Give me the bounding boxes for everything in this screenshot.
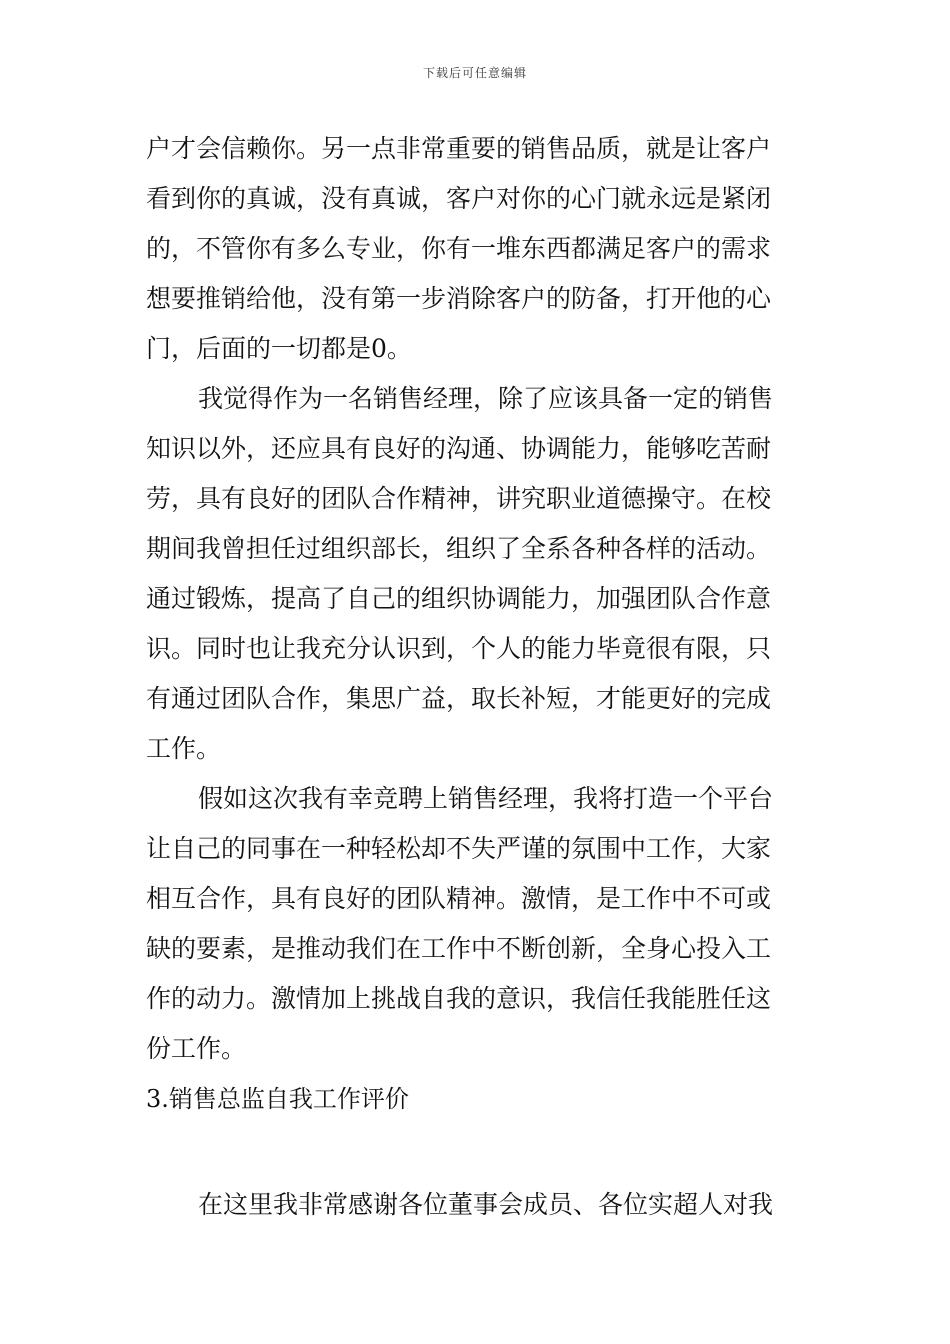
section-heading: 3.销售总监自我工作评价 [146, 1085, 409, 1113]
paragraph-line: 有通过团队合作，集思广益，取长补短，才能更好的完成 [146, 684, 772, 713]
paragraph-line: 作的动力。激情加上挑战自我的意识，我信任我能胜任这 [146, 984, 772, 1013]
paragraph-line: 让自己的同事在一种轻松却不失严谨的氛围中工作，大家 [146, 834, 772, 863]
paragraph-line: 缺的要素，是推动我们在工作中不断创新，全身心投入工 [146, 934, 772, 963]
paragraph-line: 份工作。 [146, 1034, 247, 1063]
document-body [146, 124, 806, 1230]
paragraph [146, 774, 806, 1074]
paragraph-line: 工作。 [146, 734, 222, 763]
page-header-note: 下载后可任意编辑 [422, 66, 527, 80]
paragraph [146, 374, 806, 774]
paragraph [146, 124, 806, 374]
paragraph-line: 通过锻炼，提高了自己的组织协调能力，加强团队合作意 [146, 584, 772, 613]
paragraph-line: 知识以外，还应具有良好的沟通、协调能力，能够吃苦耐 [146, 434, 772, 463]
paragraph-line: 识。同时也让我充分认识到，个人的能力毕竟很有限，只 [146, 634, 772, 663]
paragraph [146, 1180, 806, 1230]
paragraph-line: 劳，具有良好的团队合作精神，讲究职业道德操守。在校 [146, 484, 772, 513]
paragraph-line: 的，不管你有多么专业，你有一堆东西都满足客户的需求 [146, 234, 772, 263]
paragraph-line: 看到你的真诚，没有真诚，客户对你的心门就永远是紧闭 [146, 184, 772, 213]
paragraph-line: 我觉得作为一名销售经理，除了应该具备一定的销售 [198, 384, 774, 413]
paragraph-line: 期间我曾担任过组织部长，组织了全系各种各样的活动。 [146, 534, 772, 563]
paragraph-line: 门，后面的一切都是0。 [146, 334, 412, 363]
paragraph-line: 假如这次我有幸竞聘上销售经理，我将打造一个平台 [198, 784, 774, 813]
paragraph-line: 想要推销给他，没有第一步消除客户的防备，打开他的心 [146, 284, 772, 313]
paragraph-line: 相互合作，具有良好的团队精神。激情，是工作中不可或 [146, 884, 772, 913]
spacer [146, 1124, 806, 1180]
paragraph-line: 户才会信赖你。另一点非常重要的销售品质，就是让客户 [146, 134, 772, 163]
paragraph-line: 在这里我非常感谢各位董事会成员、各位实超人对我 [198, 1190, 774, 1219]
